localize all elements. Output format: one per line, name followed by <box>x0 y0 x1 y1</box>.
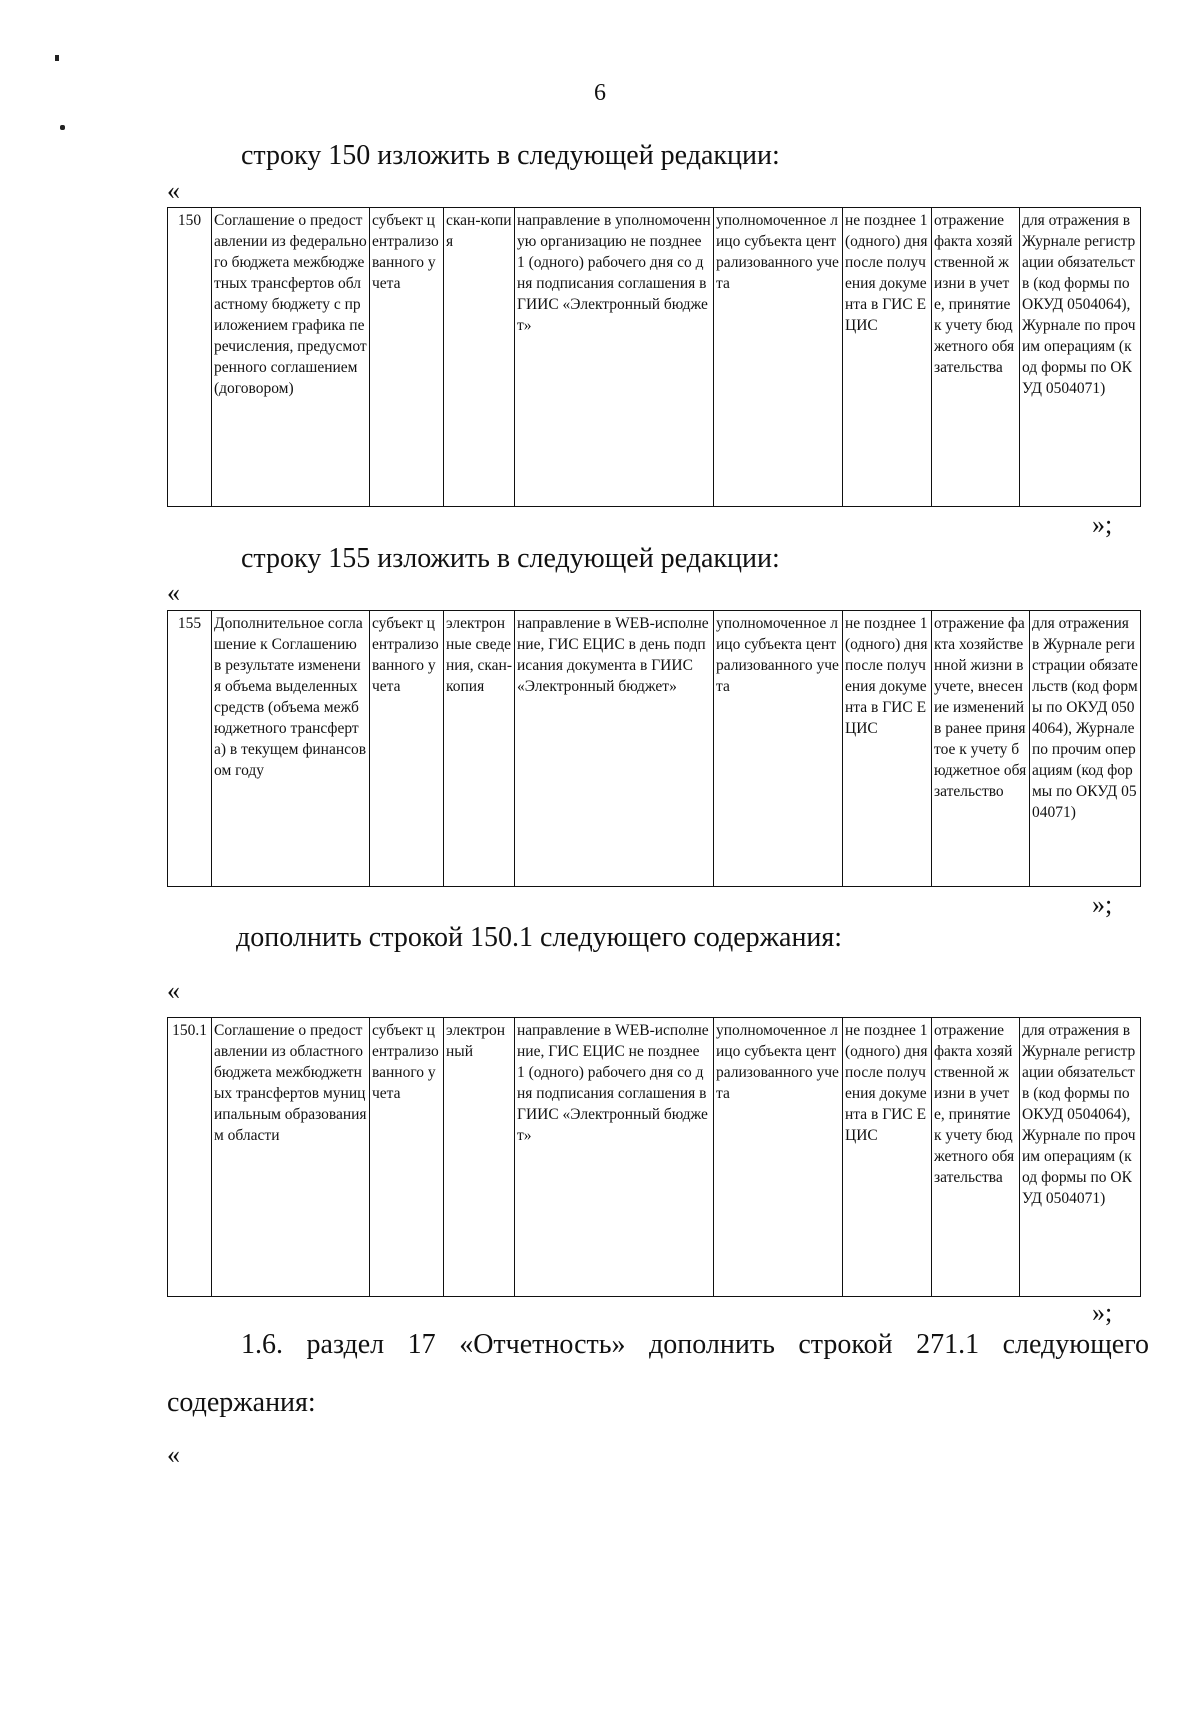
close-quote: »; <box>1092 1298 1113 1327</box>
close-quote: »; <box>1092 890 1113 919</box>
scan-speck <box>60 125 65 130</box>
format-cell: электронные сведения, скан-копия <box>444 611 515 887</box>
responsible-cell: субъект централизованного учета <box>370 611 444 887</box>
table-row-155 <box>167 610 1141 887</box>
deadline-cell: не позднее 1 (одного) дня после получения документа в ГИС ЕЦИС <box>843 1018 932 1297</box>
action-cell: отражение факта хозяйственной жизни в учете, принятие к учету бюджетного обязательства <box>932 1018 1020 1297</box>
register-cell: для отражения в Журнале регистрации обязательств (код формы по ОКУД 0504064), Журнале по прочим операциям (код формы по ОКУД 0504071) <box>1020 208 1141 507</box>
document-name-cell: Дополнительное соглашение к Соглашению в результате изменения объема выделенных средств (объема межбюджетного трансферта) в текущем финансовом году <box>212 611 370 887</box>
table-row-150-1 <box>167 1017 1141 1297</box>
action-cell: отражение факта хозяйственной жизни в учете, внесение изменений в ранее принятое к учету бюджетное обязательство <box>932 611 1030 887</box>
deadline-cell: не позднее 1 (одного) дня после получения документа в ГИС ЕЦИС <box>843 611 932 887</box>
register-cell: для отражения в Журнале регистрации обязательств (код формы по ОКУД 0504064), Журнале по прочим операциям (код формы по ОКУД 0504071) <box>1020 1018 1141 1297</box>
responsible-cell: субъект централизованного учета <box>370 208 444 507</box>
open-quote: « <box>167 176 180 205</box>
row-number: 150 <box>168 208 212 507</box>
open-quote: « <box>167 578 180 607</box>
procedure-cell: направление в уполномоченную организацию не позднее 1 (одного) рабочего дня со дня подписания соглашения в ГИИС «Электронный бюджет» <box>515 208 714 507</box>
section-heading: строку 155 изложить в следующей редакции: <box>241 543 780 574</box>
executor-cell: уполномоченное лицо субъекта централизованного учета <box>714 208 843 507</box>
procedure-cell: направление в WEB-исполнение, ГИС ЕЦИС в день подписания документа в ГИИС «Электронный бюджет» <box>515 611 714 887</box>
section-heading: строку 150 изложить в следующей редакции: <box>241 140 780 171</box>
procedure-cell: направление в WEB-исполнение, ГИС ЕЦИС не позднее 1 (одного) рабочего дня со дня подписания соглашения в ГИИС «Электронный бюджет» <box>515 1018 714 1297</box>
row-number: 150.1 <box>168 1018 212 1297</box>
document-name-cell: Соглашение о предоставлении из областного бюджета межбюджетных трансфертов муниципальным образованиям области <box>212 1018 370 1297</box>
row-number: 155 <box>168 611 212 887</box>
executor-cell: уполномоченное лицо субъекта централизованного учета <box>714 1018 843 1297</box>
table-row <box>168 1018 1141 1297</box>
table-row <box>168 611 1141 887</box>
open-quote: « <box>167 1440 180 1469</box>
open-quote: « <box>167 976 180 1005</box>
close-quote: »; <box>1092 510 1113 539</box>
section-heading: дополнить строкой 150.1 следующего содержания: <box>236 922 843 953</box>
scan-speck <box>55 55 59 61</box>
format-cell: скан-копия <box>444 208 515 507</box>
page-number: 6 <box>594 80 606 106</box>
paragraph-line: 1.6. раздел 17 «Отчетность» дополнить строкой 271.1 следующего <box>241 1329 1149 1360</box>
executor-cell: уполномоченное лицо субъекта централизованного учета <box>714 611 843 887</box>
table-row-150 <box>167 207 1141 507</box>
format-cell: электронный <box>444 1018 515 1297</box>
responsible-cell: субъект централизованного учета <box>370 1018 444 1297</box>
paragraph-continuation: содержания: <box>167 1387 316 1418</box>
register-cell: для отражения в Журнале регистрации обязательств (код формы по ОКУД 0504064), Журнале по прочим операциям (код формы по ОКУД 0504071) <box>1030 611 1141 887</box>
action-cell: отражение факта хозяйственной жизни в учете, принятие к учету бюджетного обязательства <box>932 208 1020 507</box>
document-name-cell: Соглашение о предоставлении из федерального бюджета межбюджетных трансфертов областному бюджету с приложением графика перечисления, предусмотренного соглашением (договором) <box>212 208 370 507</box>
table-row <box>168 208 1141 507</box>
deadline-cell: не позднее 1 (одного) дня после получения документа в ГИС ЕЦИС <box>843 208 932 507</box>
